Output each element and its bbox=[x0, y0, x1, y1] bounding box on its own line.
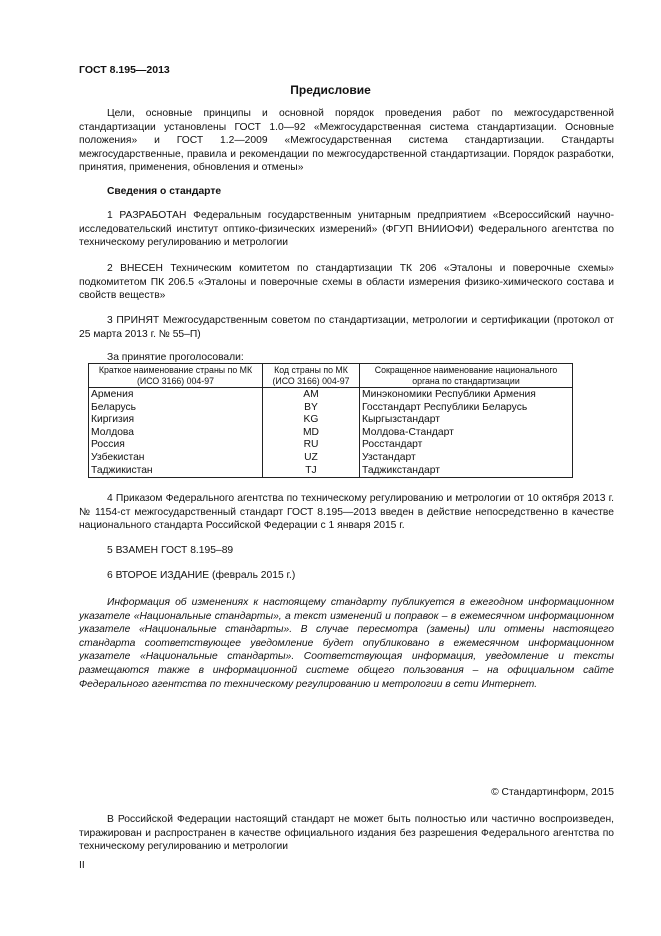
intro-text: Цели, основные принципы и основной порядок проведения работ по межгосударственной стандартизации установлены ГОСТ 1.0—92 «Межгосударственная система стандартизации. Основные положения» и ГОСТ 1.2—2009 «Межгосударственная система стандартизации. Стандарты межгосударственные, правила и рекомендации по межгосударственной стандартизации. Порядок разработки, принятия, применения, обновления и отмены» bbox=[79, 108, 614, 174]
item-1-text: 1 РАЗРАБОТАН Федеральным государственным унитарным предприятием «Всероссийский научно-исследовательский институт оптико-физических измерений» (ФГУП ВНИИОФИ) Федерального агентства по техническому регулированию и метрологии bbox=[79, 210, 614, 249]
header-body: Сокращенное наименование национального органа по стандартизации bbox=[360, 364, 573, 388]
vote-table bbox=[88, 363, 573, 478]
cell-country: Беларусь bbox=[89, 402, 263, 415]
cell-body: Росстандарт bbox=[360, 439, 573, 452]
cell-code: AM bbox=[263, 388, 360, 402]
table-row bbox=[89, 402, 573, 415]
cell-body: Кыргызстандарт bbox=[360, 414, 573, 427]
page-title: Предисловие bbox=[290, 83, 371, 97]
cell-country: Узбекистан bbox=[89, 452, 263, 465]
table-row bbox=[89, 439, 573, 452]
cell-body: Узстандарт bbox=[360, 452, 573, 465]
table-row bbox=[89, 388, 573, 402]
item-3-text: 3 ПРИНЯТ Межгосударственным советом по стандартизации, метрологии и сертификации (протокол от 25 марта 2013 г. № 55–П) bbox=[79, 315, 614, 340]
cell-code: TJ bbox=[263, 465, 360, 478]
copyright: © Стандартинформ, 2015 bbox=[491, 787, 614, 798]
changes-notice bbox=[79, 596, 614, 691]
cell-body: Таджикстандарт bbox=[360, 465, 573, 478]
item-2-text: 2 ВНЕСЕН Техническим комитетом по стандартизации ТК 206 «Эталоны и поверочные схемы» подкомитетом ПК 206.5 «Эталоны и поверочные схемы в области измерения физико-химического состава и свойств веществ» bbox=[79, 263, 614, 302]
section-heading-text: Сведения о стандарте bbox=[107, 186, 222, 197]
item-4-text: 4 Приказом Федерального агентства по техническому регулированию и метрологии от 10 октября 2013 г. № 1154-ст межгосударственный стандарт ГОСТ 8.195—2013 введен в действие непосредственно в качестве национального стандарта Российской Федерации с 1 января 2015 г. bbox=[79, 493, 614, 532]
document-code-header: ГОСТ 8.195—2013 bbox=[79, 64, 170, 76]
table-row bbox=[89, 414, 573, 427]
item-5-replaces bbox=[79, 544, 614, 558]
page-number: II bbox=[79, 860, 85, 871]
item-6-text: 6 ВТОРОЕ ИЗДАНИЕ (февраль 2015 г.) bbox=[107, 570, 296, 581]
cell-code: RU bbox=[263, 439, 360, 452]
cell-country: Армения bbox=[89, 388, 263, 402]
cell-body: Молдова-Стандарт bbox=[360, 427, 573, 440]
cell-country: Таджикистан bbox=[89, 465, 263, 478]
vote-table-header-row bbox=[89, 364, 573, 388]
cell-body: Госстандарт Республики Беларусь bbox=[360, 402, 573, 415]
intro-paragraph bbox=[79, 107, 614, 175]
changes-notice-text: Информация об изменениях к настоящему стандарту публикуется в ежегодном информационном указателе «Национальные стандарты», а текст изменений и поправок – в ежемесячном информационном указателе «Национальные стандарты». В случае пересмотра (замены) или отмены настоящего стандарта соответствующее уведомление будет опубликовано в ежемесячном информационном указателе «Национальные стандарты». Соответствующая информация, уведомление и тексты размещаются также в информационной системе общего пользования – на официальном сайте Федерального агентства по техническому регулированию и метрологии в сети Интернет. bbox=[79, 597, 614, 690]
cell-code: UZ bbox=[263, 452, 360, 465]
item-2-submitted bbox=[79, 262, 614, 303]
table-row bbox=[89, 452, 573, 465]
item-1-developed bbox=[79, 209, 614, 250]
item-5-text: 5 ВЗАМЕН ГОСТ 8.195–89 bbox=[107, 545, 234, 556]
item-6-edition bbox=[79, 569, 614, 583]
reproduction-notice bbox=[79, 813, 614, 854]
section-heading bbox=[79, 185, 614, 199]
cell-code: MD bbox=[263, 427, 360, 440]
table-row bbox=[89, 465, 573, 478]
cell-country: Россия bbox=[89, 439, 263, 452]
reproduction-notice-text: В Российской Федерации настоящий стандарт не может быть полностью или частично воспроизведен, тиражирован и распространен в качестве официального издания без разрешения Федерального агентства по техническому регулированию и метрологии bbox=[79, 814, 614, 853]
table-row bbox=[89, 427, 573, 440]
item-3-adopted bbox=[79, 314, 614, 341]
header-country: Краткое наименование страны по МК (ИСО 3166) 004-97 bbox=[89, 364, 263, 388]
cell-country: Молдова bbox=[89, 427, 263, 440]
cell-code: BY bbox=[263, 402, 360, 415]
vote-label-text: За принятие проголосовали: bbox=[107, 352, 244, 363]
cell-country: Киргизия bbox=[89, 414, 263, 427]
item-4-order bbox=[79, 492, 614, 533]
cell-code: KG bbox=[263, 414, 360, 427]
header-code: Код страны по МК (ИСО 3166) 004-97 bbox=[263, 364, 360, 388]
cell-body: Минэкономики Республики Армения bbox=[360, 388, 573, 402]
